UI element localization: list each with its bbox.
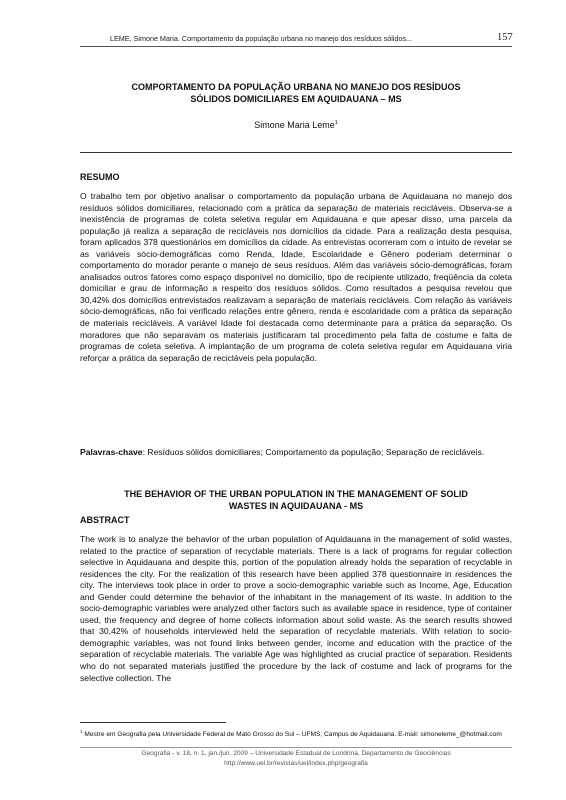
journal-citation: Geografia - v. 18, n. 1, jan./jun. 2009 – Universidade Estadual de Londrina, Departamento de Geociências [141,750,451,757]
author-name: Simone Maria Leme [254,120,335,130]
page-number: 157 [497,32,513,43]
paper-title-en-line1: THE BEHAVIOR OF THE URBAN POPULATION IN THE MANAGEMENT OF SOLID [124,489,468,499]
footer-divider [80,747,512,748]
footnote-text: Mestre em Geografia pela Universidade Federal de Mato Grosso do Sul – UFMS; Campus de Aquidauana. E-mail: simoneleme_@hotmail.com [82,731,502,739]
abstract-heading: ABSTRACT [80,515,130,525]
running-header: LEME, Simone Maria. Comportamento da população urbana no manejo dos resíduos sólidos... [110,34,413,43]
resumo-text: O trabalho tem por objetivo analisar o comportamento da população urbana de Aquidauana no manejo dos resíduos sólidos domiciliares, relacionado com a prática da separação de materiais recicláveis. Observa-se a inexistência de programas de coleta seletiva regular em Aquidauana e que apesar disso, uma parcela da população já realiza a separação de recicláveis nos domicílios da cidade. Para a realização desta pesquisa, foram aplicados 378 questionários em domicílios da cidade. As entrevistas ocorreram com o intuito de revelar se as variáveis sócio-demográficas como Renda, Idade, Escolaridade e Gênero poderiam determinar o comportamento do morador perante o manejo de seus resíduos. Além das variáveis sócio-demográficas, foram analisados outros fatores como espaço disponível no domicílio, tipo de recipiente utilizado, freqüência da coleta domiciliar e grau de informação a respeito dos resíduos sólidos. Como resultados a pesquisa revelou que 30,42% dos domicílios entrevistados realizavam a separação de materiais recicláveis. Com relação às variáveis sócio-demográficas, não foi verificado relações entre gênero, renda e escolaridade com a prática da separação de materiais recicláveis. A variável Idade foi destacada como determinante para a prática da separação. Os moradores que não separavam os materiais justificaram tal procedimento pela falta de costume e falta de programas de coleta seletiva. A implantação de um programa de coleta seletiva regular em Aquidauana viria reforçar a prática da separação de recicláveis pela população. [80,191,512,363]
journal-url[interactable]: http://www.uel.br/revistas/uel/index.php/geografia [224,760,368,767]
paper-title-en-line2: WASTES IN AQUIDAUANA - MS [228,500,364,511]
keywords-list: : Resíduos sólidos domiciliares; Comportamento da população; Separação de recicláveis. [142,447,485,457]
footnote-mark: 1 [80,729,83,734]
paper-title-pt-line1: COMPORTAMENTO DA POPULAÇÃO URBANA NO MANEJO DOS RESÍDUOS [131,82,461,92]
abstract-text: The work is to analyze the behavior of the urban population of Aquidauana in the management of solid wastes, related to the practice of separation of recyclable materials. There is a lack of programs for regular collection selective in Aquidauana and despite this, portion of the population already holds the separation of recyclable in residences the city. For the realization of this research have been applied 378 questionnaire in residences the city. The interviews took place in order to prove a socio-demographic variable such as Income, Age, Education and Gender could determine the behavior of the inhabitant in the management of its waste. In addition to the socio-demographic variables were analyzed other factors such as available space in residence, type of container used, the frequency and degree of home collects information about solid waste. As the search results showed that 30,42% of households interviewed held the separation of recyclable materials. With relation to socio-demographic variables, was not found links between gender, income and education with the practice of the separation of recyclable materials. The variable Age was highlighted as crucial practice of separation. Residents who do not separated materials justified the procedure by the lack of costume and lack of programs for the selective collection. The [80,534,512,683]
paper-title-en [80,489,512,512]
keywords-label: Palavras-chave [80,447,143,457]
resumo-heading: RESUMO [80,172,120,182]
paper-title-pt-line2: SÓLIDOS DOMICILIARES EM AQUIDAUANA – MS [190,93,402,104]
author-footnote-mark: 1 [334,120,338,126]
paper-title-pt [80,82,512,105]
footnote [80,728,512,740]
keywords [80,447,512,459]
header-divider [80,46,512,47]
author [80,120,512,130]
footnote-divider [80,722,226,723]
title-divider [80,152,512,153]
